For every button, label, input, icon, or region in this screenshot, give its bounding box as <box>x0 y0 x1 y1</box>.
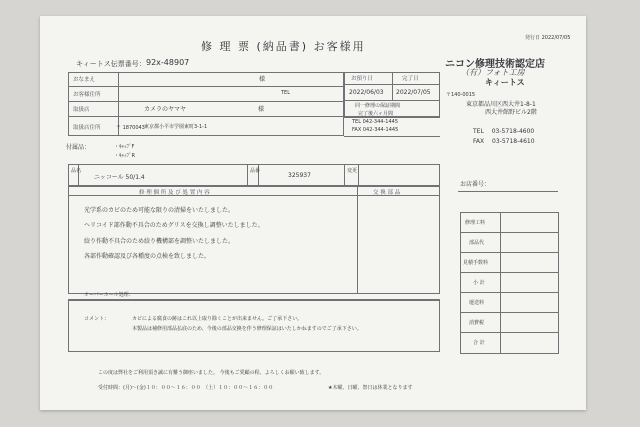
footer-closed-days: ★木曜、日曜、祭日は休業となります <box>328 385 413 391</box>
repair-slip-document <box>40 16 586 410</box>
fee-row-label: 見積手数料 <box>463 260 489 266</box>
product-label: 品名 <box>71 168 82 174</box>
serial-number: 325937 <box>288 172 311 179</box>
address-tel-label: TEL <box>281 90 290 96</box>
repair-item: ヘリコイド部作動不具合のためグリスを交換し調整いたしました。 <box>84 222 264 229</box>
store-number-label: お店番号： <box>460 181 491 188</box>
company-postal: 〒140-0015 <box>446 92 476 98</box>
repair-header: 修 理 個 所 及 び 処 置 内 容 <box>139 190 210 196</box>
change-label: 変更 <box>347 168 358 174</box>
fee-row-label: 消費税 <box>469 320 485 326</box>
repair-item: 光学系のカビのため可能な限りの清掃をいたしました。 <box>84 207 235 214</box>
dealer-label: 取扱店 <box>73 107 90 113</box>
company-name-1: ニコン修理技術認定店 <box>445 59 545 70</box>
comment-line: カビによる腐食の跡はこれ以上取り除くことが出来ません。ご了承下さい。 <box>132 316 303 322</box>
fee-row-label: 部品代 <box>469 240 485 246</box>
footer-hours: 受付時間：(月)～(金)１０：００～１６：００ （土）１０：００～１６：００ <box>98 385 274 391</box>
warranty-value: 完了後六ヶ月間 <box>358 111 394 117</box>
warranty-label: 同一修理の保証期間 <box>355 103 401 109</box>
dealer-postal: 〒 1870043 <box>116 125 145 131</box>
document-title: 修 理 票 (納品書) お客様用 <box>201 40 366 53</box>
company-tel: TEL 03-5718-4600 <box>473 128 535 135</box>
comment-label: コメント： <box>84 316 110 322</box>
address-label: お客様住所 <box>73 92 101 98</box>
completed-label: 完了日 <box>402 76 419 82</box>
fee-row-label: 小 計 <box>473 280 485 286</box>
received-date: 2022/06/03 <box>349 89 384 96</box>
parts-header: 交 換 部 品 <box>373 190 401 196</box>
dealer-address-label: 取扱店住所 <box>73 125 101 131</box>
dealer-address: 東京都小平市学園東町3-1-1 <box>144 124 208 130</box>
customer-honorific: 様 <box>259 76 266 83</box>
serial-label: 品番 <box>250 168 261 174</box>
accessories-label: 付属品： <box>66 144 91 151</box>
comment-line: 本製品は補修用部品払底のため、今後の部品交換を伴う修理保証はいたしかねますのでご了承下さい。 <box>132 326 362 332</box>
customer-name-label: おなまえ <box>73 77 96 83</box>
repair-item: 絞り作動不具合のため絞り機構部を調整いたしました。 <box>84 238 235 245</box>
slip-number: 92x-48907 <box>146 58 190 67</box>
dealer-name: カメラのヤマヤ <box>144 106 187 113</box>
slip-number-label: キィートス伝票番号： <box>76 60 146 68</box>
fee-row-label: 修理工料 <box>465 220 486 226</box>
completed-date: 2022/07/05 <box>396 89 431 96</box>
footer-message: この度は弊社をご利用頂き誠に有難う御座いました。 今後もご愛顧の程、よろしくお願い致します。 <box>98 370 325 376</box>
company-fax: FAX 03-5718-4610 <box>473 138 535 145</box>
repair-item: 各部作動確認及び各種度の点検を致しました。 <box>84 253 211 260</box>
company-name-2: （有）フォト工房 <box>461 68 525 77</box>
dealer-tel: TEL 042-344-1445 <box>352 119 399 125</box>
fee-row-label: 運送料 <box>469 300 485 306</box>
company-address-2: 西大井館野ビル2階 <box>485 109 537 116</box>
dealer-fax: FAX 042-344-1445 <box>352 127 399 133</box>
company-name-3: キィートス <box>485 78 525 87</box>
company-address-1: 東京都品川区西大井1-8-1 <box>466 101 536 108</box>
product-name: ニッコール 50/1.4 <box>94 174 145 181</box>
overhaul-label: オーバーホール処理： <box>84 292 134 298</box>
accessory-item: ・ｷｬｯﾌﾟR <box>114 153 135 159</box>
fee-row-label: 合 計 <box>473 340 485 346</box>
comment-box <box>68 300 440 352</box>
received-label: お預り日 <box>351 76 374 82</box>
accessory-item: ・ｷｬｯﾌﾟF <box>114 144 135 150</box>
dealer-honorific: 様 <box>258 106 265 113</box>
issue-date: 発行日 2022/07/05 <box>525 35 571 41</box>
